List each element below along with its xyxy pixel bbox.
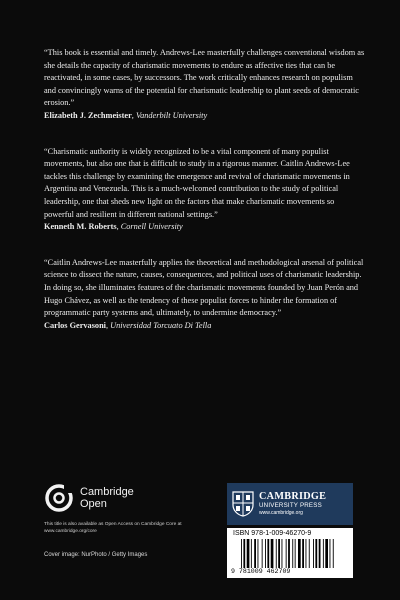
- barcode-icon: [241, 539, 341, 568]
- open-logo-line2: Open: [80, 498, 107, 510]
- endorsement-2: [44, 146, 366, 234]
- endorsement-text: “This book is essential and timely. Andrews-Lee masterfully challenges conventional wisdom as she details the capacity of charismatic movements to endure as affective ties that can be reactivated, in some cases, by successors. The work critically enhances research on populism and convincingly warns of the potential for charismatic leadership to plant seeds of democratic erosion.”: [44, 48, 365, 108]
- endorser-name: Carlos Gervasoni: [44, 320, 106, 330]
- endorser-name: Elizabeth J. Zechmeister: [44, 110, 132, 120]
- endorsement-text: “Caitlin Andrews-Lee masterfully applies the theoretical and methodological arsenal of political science to dissect the nature, causes, consequences, and political uses of charismatic leadership. In doing so, she illuminates features of the charismatic movements founded by Juan Perón and Hugo Chávez, as well as the tendency of these populist forces to hinder the formation of programmatic party systems and, ultimately, to undermine democracy.”: [44, 257, 364, 318]
- endorser-name: Kenneth M. Roberts: [44, 222, 117, 232]
- publisher-sub: UNIVERSITY PRESS: [259, 502, 322, 509]
- open-logo-text: [80, 486, 134, 510]
- isbn-label: ISBN 978-1-009-46270-9: [233, 530, 312, 537]
- publisher-logo-box: [227, 483, 353, 525]
- publisher-url: www.cambridge.org: [259, 510, 303, 516]
- endorsement-3: [44, 257, 366, 333]
- barcode-digits: 9 781009 462709: [231, 568, 291, 575]
- endorser-institution: Vanderbilt University: [135, 110, 208, 120]
- endorser-institution: Cornell University: [120, 222, 183, 232]
- barcode-box: [227, 528, 353, 578]
- open-access-note: This title is also available as Open Access on Cambridge Core at www.cambridge.org/core: [44, 522, 182, 534]
- publisher-name: CAMBRIDGE: [259, 491, 327, 502]
- endorsement-attribution: Kenneth M. Roberts, Cornell University: [44, 222, 183, 232]
- university-shield-icon: [232, 491, 254, 517]
- open-logo-line1: Cambridge: [80, 486, 134, 498]
- endorsement-text: “Charismatic authority is widely recognized to be a vital component of many populist movements, but also one that is difficult to study in a rigorous manner. Caitlin Andrews-Lee tackles this challenge by examining the emergence and revival of charismatic movements in Argentina and Venezuela. This is a much-welcomed contribution to the study of political leadership, one that sheds new light on the factors that make charismatic movements so powerful and resilient in different national settings.”: [44, 146, 350, 219]
- endorsements: [44, 47, 366, 355]
- cambridge-open-logo: [44, 483, 134, 513]
- endorsement-attribution: Elizabeth J. Zechmeister, Vanderbilt University: [44, 110, 208, 120]
- cover-credit: Cover image: NurPhoto / Getty Images: [44, 552, 148, 558]
- open-access-icon: [44, 483, 74, 513]
- endorsement-attribution: Carlos Gervasoni, Universidad Torcuato Di Tella: [44, 320, 212, 330]
- endorser-institution: Universidad Torcuato Di Tella: [110, 320, 212, 330]
- publisher-text: [259, 492, 326, 516]
- endorsement-1: [44, 47, 366, 123]
